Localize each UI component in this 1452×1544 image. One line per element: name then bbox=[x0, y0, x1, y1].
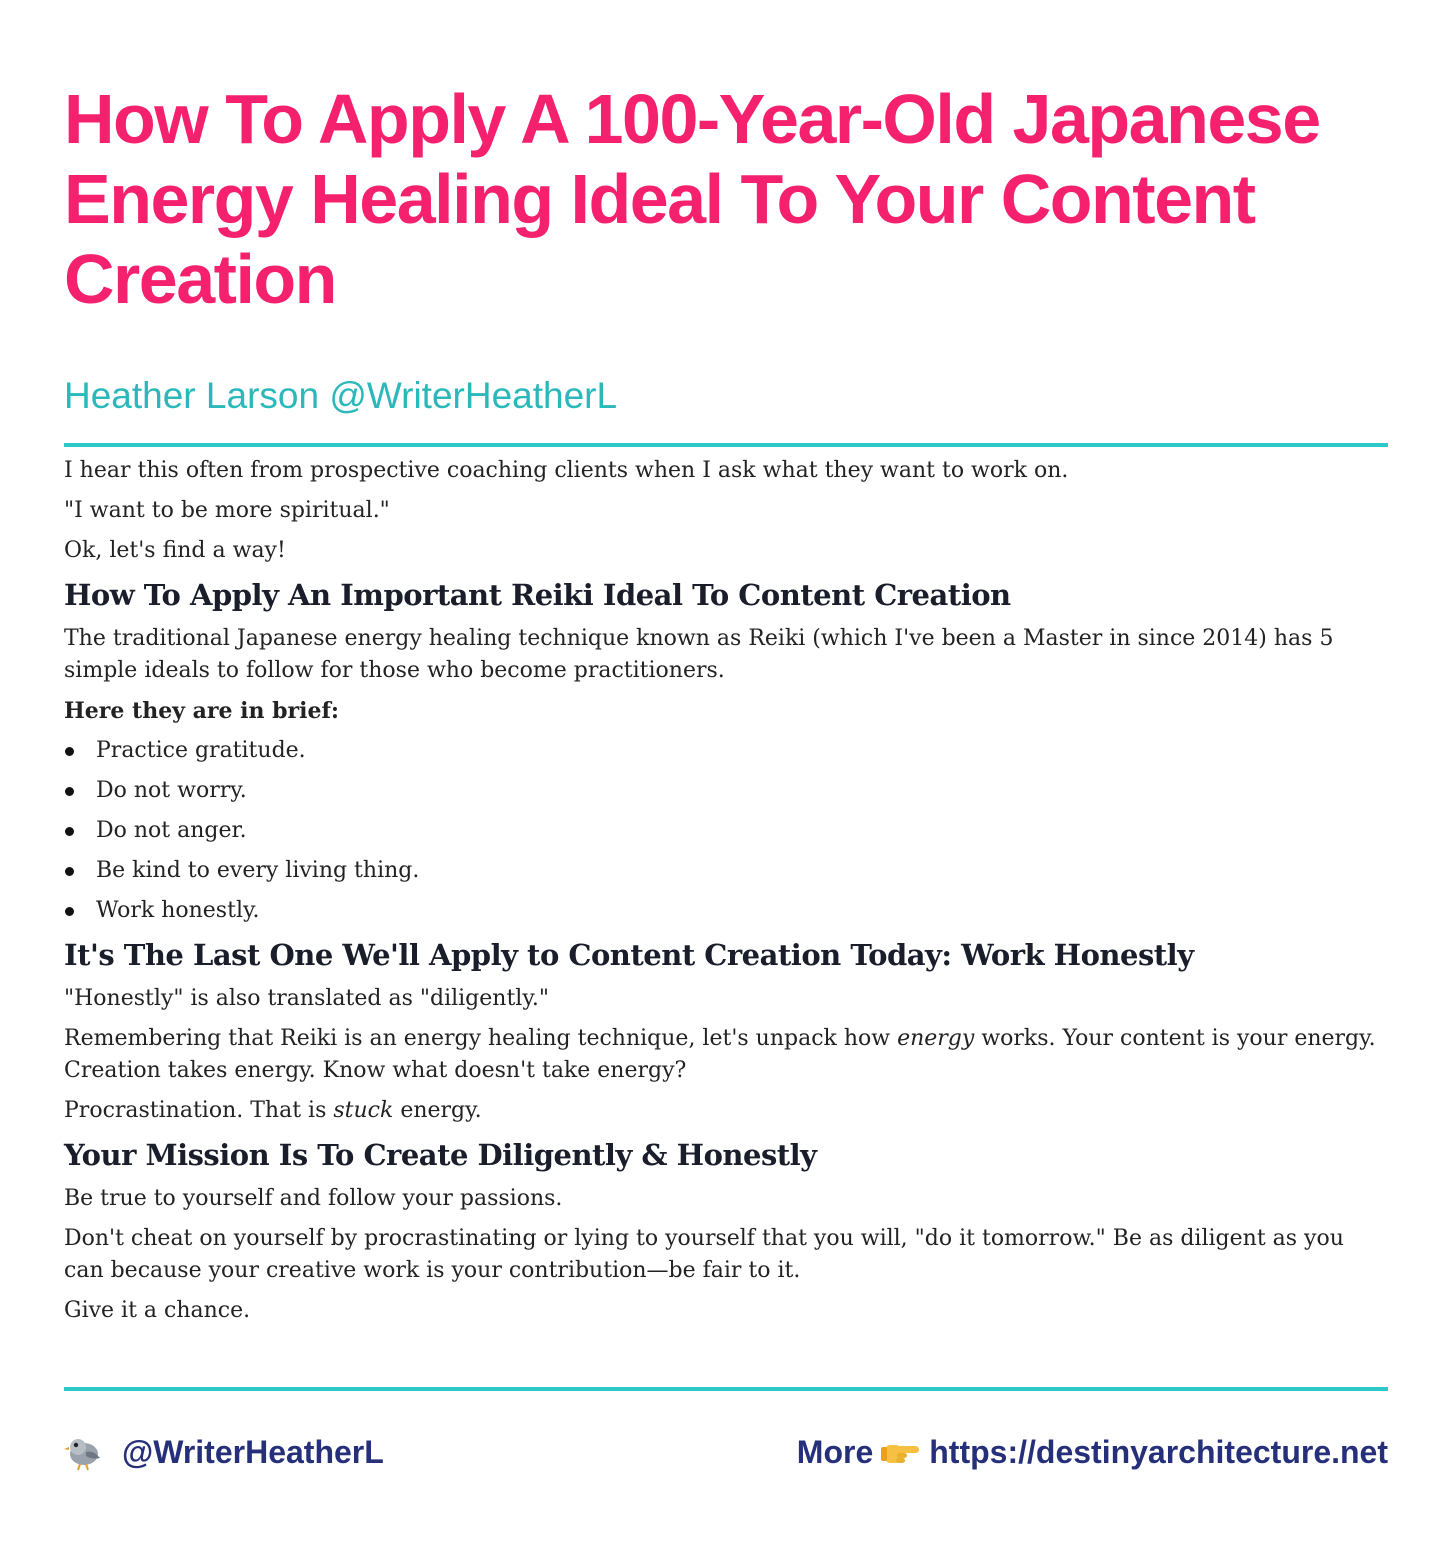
procrastination-paragraph bbox=[64, 1095, 1388, 1127]
footer bbox=[64, 1428, 1388, 1476]
footer-handle-group bbox=[64, 1428, 384, 1476]
bird-icon bbox=[64, 1432, 104, 1472]
list-item bbox=[64, 735, 1388, 767]
mission-paragraph-3: Give it a chance. bbox=[64, 1298, 251, 1323]
footer-link-group bbox=[797, 1428, 1388, 1476]
mission-paragraph-1: Be true to yourself and follow your passions. bbox=[64, 1186, 563, 1211]
ideals-list bbox=[64, 735, 1388, 927]
reiki-paragraph: The traditional Japanese energy healing technique known as Reiki (which I've been a Master in since 2014) has 5 simple ideals to follow for those who become practitioners. bbox=[64, 626, 1334, 683]
list-item bbox=[64, 775, 1388, 807]
energy-paragraph bbox=[64, 1023, 1388, 1087]
list-item-text: Do not anger. bbox=[96, 818, 247, 843]
section-heading-reiki-ideal: How To Apply An Important Reiki Ideal To Content Creation bbox=[64, 578, 1011, 612]
honestly-paragraph: "Honestly" is also translated as "diligently." bbox=[64, 986, 549, 1011]
stuck-emphasis: stuck bbox=[333, 1098, 394, 1123]
intro-paragraph-2: "I want to be more spiritual." bbox=[64, 498, 390, 523]
brief-label: Here they are in brief: bbox=[64, 698, 340, 724]
bottom-divider bbox=[64, 1387, 1388, 1391]
list-item bbox=[64, 895, 1388, 927]
mission-paragraph-2: Don't cheat on yourself by procrastinating or lying to yourself that you will, "do it tomorrow." Be as diligent as you can because your creative work is your contribution—be fair to it. bbox=[64, 1226, 1344, 1283]
list-item-text: Practice gratitude. bbox=[96, 738, 306, 763]
bullet-icon bbox=[65, 787, 74, 796]
procrastination-text-a: Procrastination. That is bbox=[64, 1098, 334, 1123]
more-label: More bbox=[796, 1434, 874, 1470]
top-divider bbox=[64, 443, 1388, 447]
footer-handle[interactable]: @WriterHeatherL bbox=[122, 1434, 384, 1470]
intro-paragraph-3: Ok, let's find a way! bbox=[64, 538, 286, 563]
bullet-icon bbox=[65, 747, 74, 756]
section-heading-mission: Your Mission Is To Create Diligently & Honestly bbox=[64, 1138, 817, 1172]
list-item-text: Work honestly. bbox=[96, 898, 260, 923]
author-byline: Heather Larson @WriterHeatherL bbox=[64, 375, 618, 416]
article bbox=[64, 0, 1388, 1470]
article-title: How To Apply A 100-Year-Old Japanese Energy Healing Ideal To Your Content Creation bbox=[64, 80, 1320, 318]
list-item bbox=[64, 855, 1388, 887]
intro-paragraph-1: I hear this often from prospective coaching clients when I ask what they want to work on. bbox=[64, 458, 1069, 483]
list-item bbox=[64, 815, 1388, 847]
bullet-icon bbox=[65, 867, 74, 876]
list-item-text: Be kind to every living thing. bbox=[96, 858, 420, 883]
pointing-right-hand-icon bbox=[881, 1437, 921, 1467]
energy-text-b: works. Your content is your energy. Creation takes energy. Know what doesn't take energy? bbox=[64, 1026, 1376, 1083]
procrastination-text-b: energy. bbox=[393, 1098, 482, 1123]
list-item-text: Do not worry. bbox=[96, 778, 247, 803]
energy-emphasis: energy bbox=[897, 1026, 975, 1051]
article-body bbox=[64, 455, 1388, 1335]
footer-url-link[interactable]: https://destinyarchitecture.net bbox=[929, 1434, 1388, 1470]
section-heading-work-honestly: It's The Last One We'll Apply to Content Creation Today: Work Honestly bbox=[64, 938, 1194, 972]
bullet-icon bbox=[65, 907, 74, 916]
energy-text-a: Remembering that Reiki is an energy healing technique, let's unpack how bbox=[64, 1026, 898, 1051]
bullet-icon bbox=[65, 827, 74, 836]
